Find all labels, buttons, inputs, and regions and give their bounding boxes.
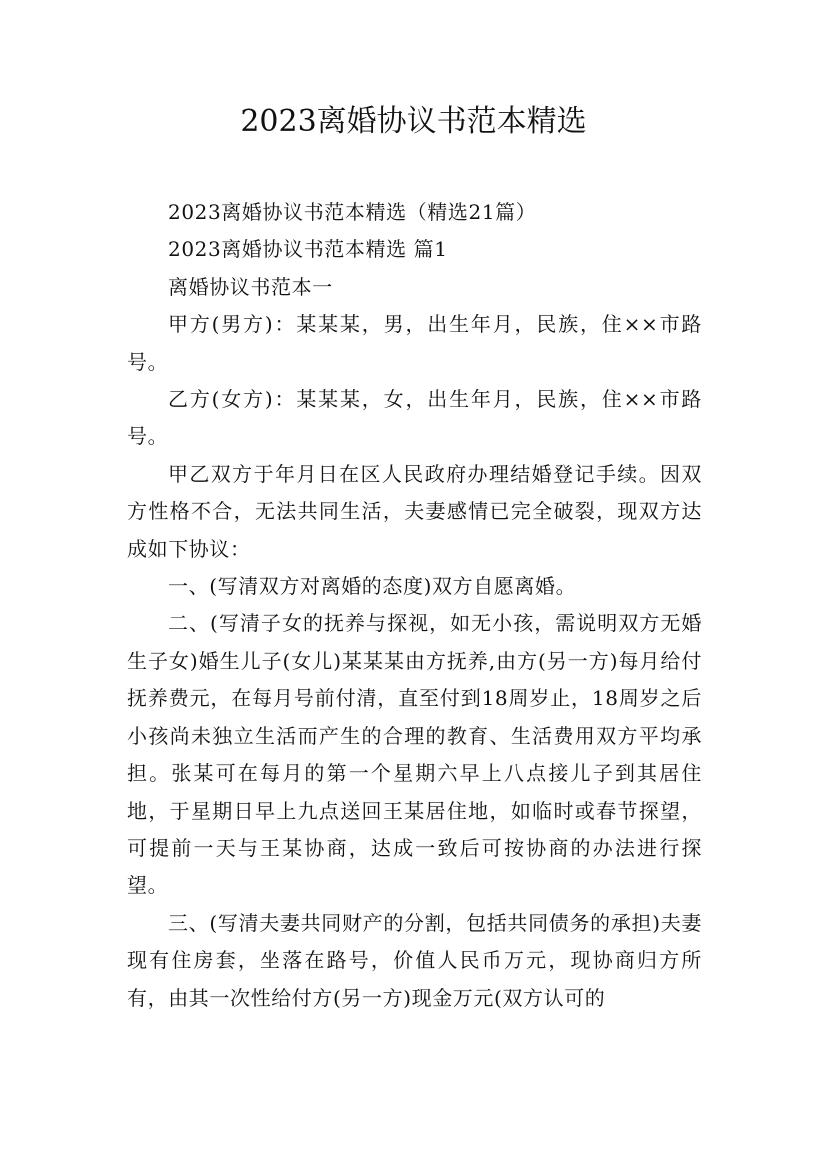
paragraph-intro: 甲乙双方于年月日在区人民政府办理结婚登记手续。因双方性格不合，无法共同生活，夫妻感情已完全破裂，现双方达成如下协议： bbox=[127, 461, 702, 561]
document-body bbox=[127, 194, 702, 1017]
paragraph-party-a: 甲方(男方)：某某某，男，出生年月，民族，住××市路号。 bbox=[127, 312, 702, 374]
paragraph-section-heading: 2023离婚协议书范本精选 篇1 bbox=[168, 237, 448, 262]
paragraph-subtitle: 2023离婚协议书范本精选（精选21篇） bbox=[168, 200, 537, 224]
paragraph-clause-3: 三、(写清夫妻共同财产的分割，包括共同债务的承担)夫妻现有住房套，坐落在路号，价值人民币万元，现协商归方所有，由其一次性给付方(另一方)现金万元(双方认可的 bbox=[127, 910, 702, 1010]
paragraph-template-heading: 离婚协议书范本一 bbox=[168, 274, 333, 299]
document-title: 2023离婚协议书范本精选 bbox=[240, 104, 587, 139]
paragraph-clause-1: 一、(写清双方对离婚的态度)双方自愿离婚。 bbox=[168, 574, 577, 599]
paragraph-party-b: 乙方(女方)：某某某，女，出生年月，民族，住××市路号。 bbox=[127, 387, 702, 449]
paragraph-clause-2: 二、(写清子女的抚养与探视，如无小孩，需说明双方无婚生子女)婚生儿子(女儿)某某某由方抚养,由方(另一方)每月给付抚养费元，在每月号前付清，直至付到18周岁止，18周岁之后小孩尚未独立生活而产生的合理的教育、生活费用双方平均承担。张某可在每月的第一个星期六早上八点接儿子到其居住地，于星期日早上九点送回王某居住地，如临时或春节探望，可提前一天与王某协商，达成一致后可按协商的办法进行探望。 bbox=[127, 611, 702, 898]
